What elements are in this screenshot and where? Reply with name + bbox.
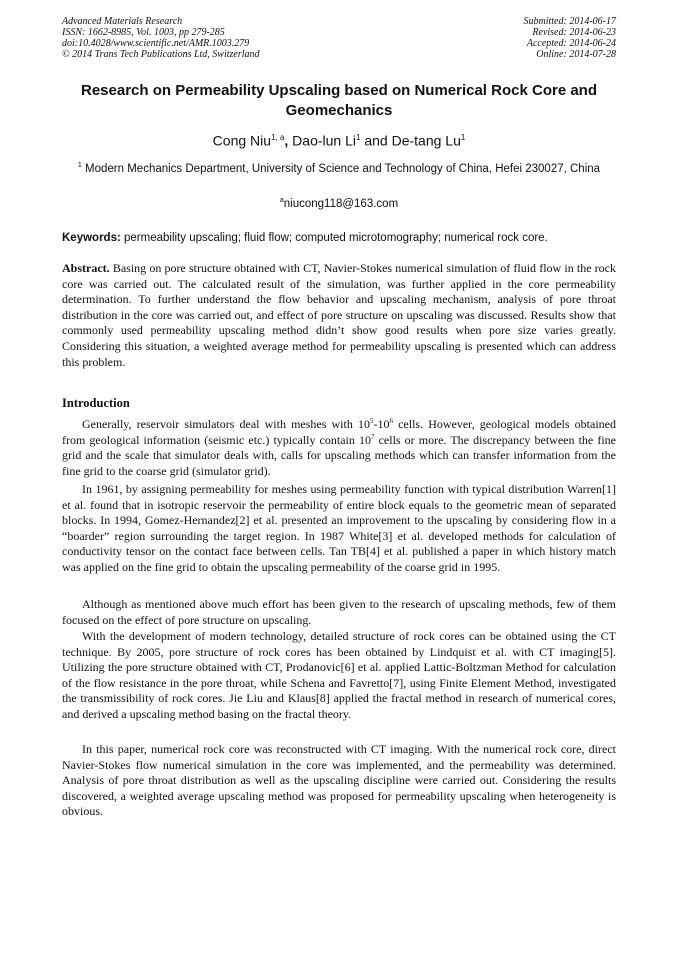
author-name: Cong Niu — [212, 132, 272, 149]
email-marker: a — [279, 197, 284, 204]
email-address[interactable]: niucong118@163.com — [283, 197, 399, 210]
paragraph-text: cells or more. The discrepancy between the fine grid and the scale that simulator deals with, calls for upscaling methods which can transfer information from the fine grid to the coarse grid (simulator grid). — [62, 432, 616, 478]
keywords-label: Keywords: — [62, 232, 121, 244]
author-superscript: 1 — [356, 133, 361, 142]
affiliation-text: Modern Mechanics Department, University of Science and Technology of China, Hefei 230027, China — [85, 162, 601, 175]
author-name: De-tang Lu — [391, 132, 461, 149]
author-email — [50, 193, 628, 212]
paragraph-text: cells. However, geological models obtained from geological information (seismic etc.) typically contain 10 — [62, 417, 616, 447]
exponent: 6 — [389, 417, 393, 425]
section-heading-introduction: Introduction — [62, 396, 130, 410]
journal-copyright: © 2014 Trans Tech Publications Ltd, Switzerland — [62, 49, 260, 60]
keywords — [62, 231, 616, 246]
date-online: Online: 2014-07-28 — [536, 49, 616, 60]
author-name: Dao-lun Li — [292, 132, 356, 149]
date-accepted: Accepted: 2014-06-24 — [526, 38, 616, 49]
intro-paragraph-5: In this paper, numerical rock core was reconstructed with CT imaging. With the numerical rock core, direct Navier-Stokes flow numerical simulation in the core was implemented, and the permeability was determined. Analysis of pore throat distribution as well as the upscaling discipline were carried out. Considering the results discovered, a weighted average upscaling method was proposed for permeability upscaling when heterogeneity is obvious. — [62, 742, 616, 819]
date-revised: Revised: 2014-06-23 — [532, 27, 616, 38]
author-list: Cong Niu$^{1, a}$, Dao-lun Li$^1$ and De-tang Lu$^1$ — [212, 132, 466, 149]
paragraph-text: -10 — [373, 417, 390, 431]
abstract-text: Basing on pore structure obtained with CT, Navier-Stokes numerical simulation of fluid flow in the rock core was carried out. The calculated result of the simulation, was further applied in the core permeability determination. To further understand the flow behavior and upscaling mechanism, analysis of pore throat distribution in the core was carried out, and effect of pore structure on upscaling was discussed. Results show that commonly used permeability upscaling method didn’t show good results when pore size varies greatly. Considering this situation, a weighted average method for permeability upscaling is presented which can address this problem. — [62, 261, 617, 369]
submission-dates — [524, 16, 617, 60]
abstract-label: Abstract. — [62, 261, 110, 275]
author-superscript: 1 — [460, 133, 466, 142]
journal-info — [62, 16, 260, 60]
exponent: 5 — [369, 417, 374, 425]
exponent: 7 — [370, 432, 375, 441]
journal-doi: doi:10.4028/www.scientific.net/AMR.1003.279 — [62, 38, 250, 49]
journal-name: Advanced Materials Research — [62, 16, 183, 27]
affiliation-marker: 1 — [77, 162, 82, 169]
keywords-text: permeability upscaling; fluid flow; computed microtomography; numerical rock core. — [124, 232, 548, 244]
intro-paragraph-3: Although as mentioned above much effort has been given to the research of upscaling methods, few of them focused on the effect of pore structure on upscaling. — [62, 597, 616, 627]
intro-paragraph-2: In 1961, by assigning permeability for meshes using permeability function with typical distribution Warren[1] et al. found that in isotropic reservoir the permeability of entire block equals to the geometric mean of separated blocks. In 1994, Gomez-Hernandez[2] et al. presented an improvement to the upscaling by considering flow in a “boarder” region surrounding the target region. In 1987 White[3] et al. developed methods for calculation of conductivity tensor on the contact face between cells. Tan TB[4] et al. published a paper in which history match was applied on the fine grid to obtain the upscaling permeability of the coarse grid in 1995. — [62, 482, 616, 574]
abstract — [62, 261, 616, 370]
date-submitted: Submitted: 2014-06-17 — [523, 16, 616, 27]
author-superscript: 1, a — [271, 133, 285, 142]
paragraph-text: Generally, reservoir simulators deal with meshes with 10 — [82, 417, 370, 431]
intro-paragraph-1 — [62, 417, 616, 479]
paper-title: Research on Permeability Upscaling based on Numerical Rock Core and Geomechanics — [81, 82, 597, 119]
intro-paragraph-4: With the development of modern technology, detailed structure of rock cores can be obtained using the CT technique. By 2005, pore structure of rock cores has been obtained by Lindquist et al. with CT imaging[5]. Utilizing the pore structure obtained with CT, Prodanovic[6] et al. applied Lattic-Boltzman Method for calculation of the flow resistance in the pore throat, while Schena and Favretto[7], using Finite Element Method, investigated the transmissibility of rock cores. Jie Liu and Klaus[8] applied the fractal method in research of numerical cores, and derived a upscaling method basing on the fractal theory. — [62, 629, 616, 721]
journal-issn: ISSN: 1662-8985, Vol. 1003, pp 279-285 — [62, 27, 225, 38]
author-joiner: and — [360, 132, 392, 149]
affiliation — [72, 158, 606, 177]
